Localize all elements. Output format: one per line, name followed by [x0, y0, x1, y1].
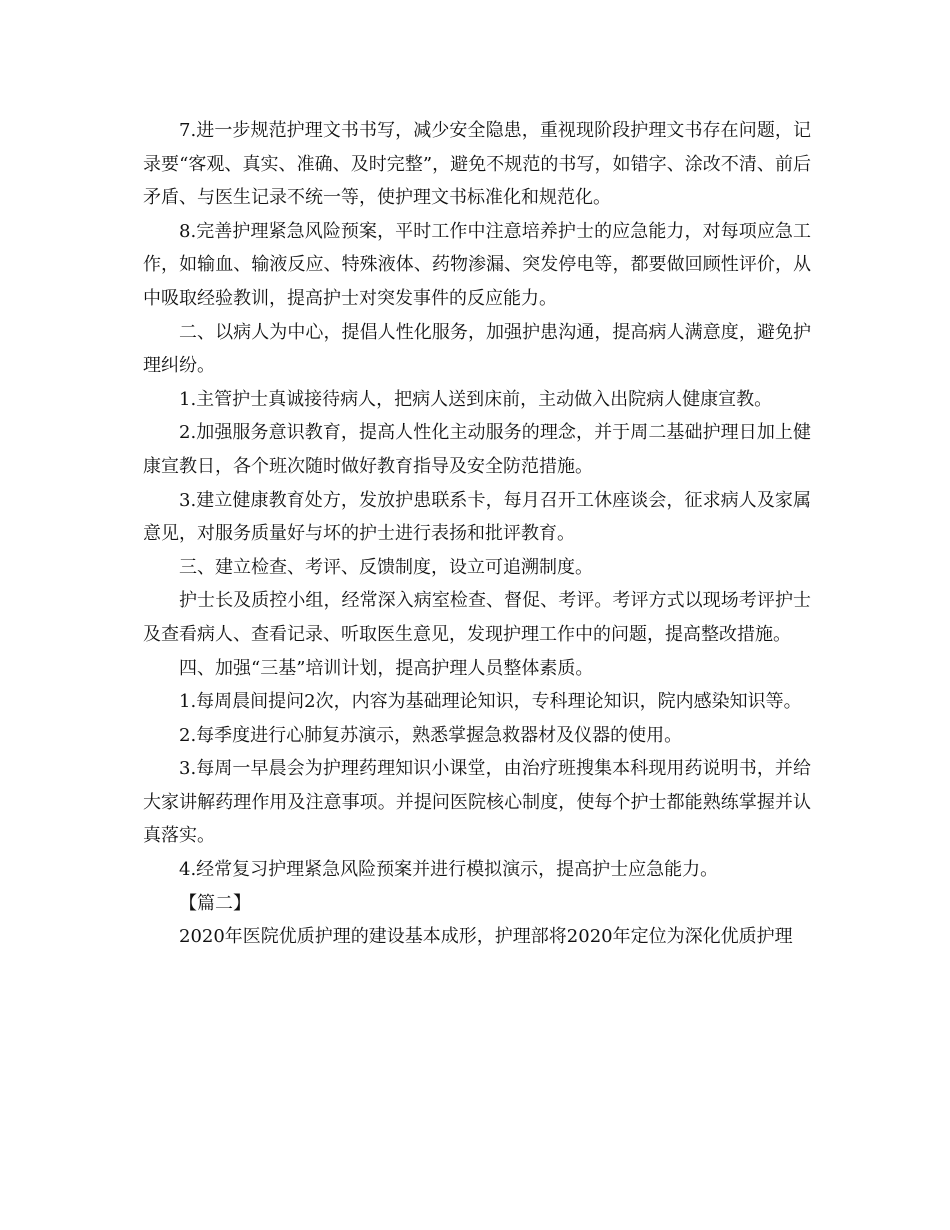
paragraph-section-3-body: 护士长及质控小组，经常深入病室检查、督促、考评。考评方式以现场考评护士及查看病人、查看记录、听取医生意见，发现护理工作中的问题，提高整改措施。 — [143, 590, 811, 645]
paragraph-item-7: 7.进一步规范护理文书书写，减少安全隐患，重视现阶段护理文书存在问题，记录要“客观、真实、准确、及时完整”，避免不规范的书写，如错字、涂改不清、前后矛盾、与医生记录不统一等，使护理文书标准化和规范化。 — [143, 120, 811, 209]
paragraph-part-2-intro: 2020年医院优质护理的建设基本成形，护理部将2020年定位为深化优质护理 — [179, 926, 793, 948]
document-body — [143, 114, 811, 954]
section-heading-2: 二、以病人为中心，提倡人性化服务，加强护患沟通，提高病人满意度，避免护理纠纷。 — [143, 321, 811, 377]
paragraph-item-2-2: 2.加强服务意识教育，提高人性化主动服务的理念，并于周二基础护理日加上健康宣教日，各个班次随时做好教育指导及安全防范措施。 — [143, 422, 811, 477]
paragraph-item-2-1: 1.主管护士真诚接待病人，把病人送到床前，主动做入出院病人健康宣教。 — [179, 388, 773, 410]
paragraph-item-2-3: 3.建立健康教育处方，发放护患联系卡，每月召开工休座谈会，征求病人及家属意见，对服务质量好与坏的护士进行表扬和批评教育。 — [143, 489, 811, 545]
part-heading-2: 【篇二】 — [179, 892, 251, 914]
paragraph-item-4-3: 3.每周一早晨会为护理药理知识小课堂，由治疗班搜集本科现用药说明书，并给大家讲解药理作用及注意事项。并提问医院核心制度，使每个护士都能熟练掌握并认真落实。 — [143, 758, 811, 847]
paragraph-item-4-2: 2.每季度进行心肺复苏演示，熟悉掌握急救器材及仪器的使用。 — [179, 724, 683, 746]
paragraph-item-4-1: 1.每周晨间提问2次，内容为基础理论知识，专科理论知识，院内感染知识等。 — [179, 691, 802, 713]
paragraph-item-4-4: 4.经常复习护理紧急风险预案并进行模拟演示，提高护士应急能力。 — [179, 859, 719, 881]
section-heading-3: 三、建立检查、考评、反馈制度，设立可追溯制度。 — [179, 556, 593, 578]
paragraph-item-8: 8.完善护理紧急风险预案，平时工作中注意培养护士的应急能力，对每项应急工作，如输血、输液反应、特殊液体、药物渗漏、突发停电等，都要做回顾性评价，从中吸取经验教训，提高护士对突发事件的反应能力。 — [143, 220, 811, 309]
section-heading-4: 四、加强“三基”培训计划，提高护理人员整体素质。 — [179, 657, 594, 679]
